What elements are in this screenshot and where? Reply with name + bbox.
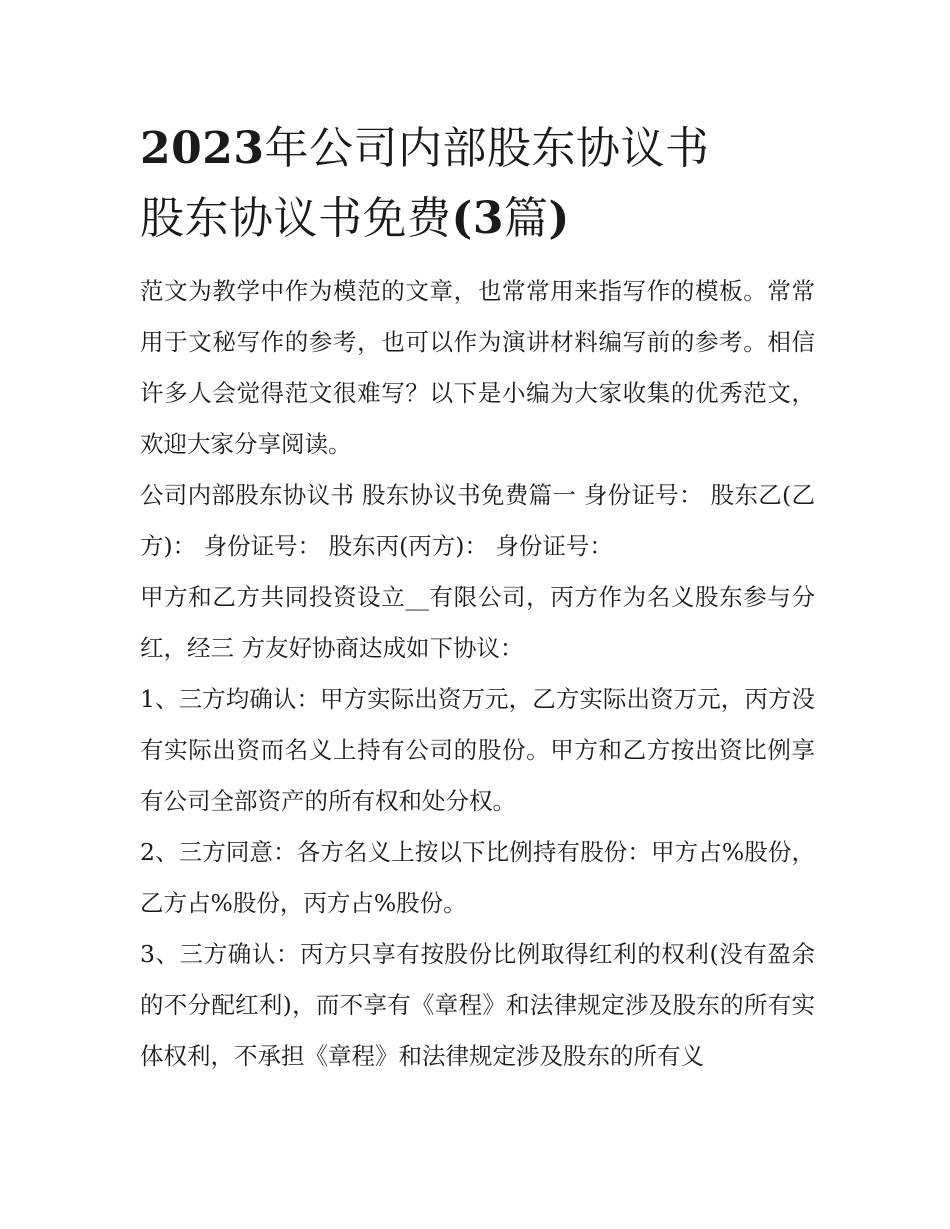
document-title xyxy=(140,114,815,254)
clause-3-paragraph: 3、三方确认：丙方只享有按股份比例取得红利的权利(没有盈余的不分配红利)，而不享有《章程》和法律规定涉及股东的所有实体权利，不承担《章程》和法律规定涉及股东的所有义 xyxy=(140,940,815,1070)
clause-1-paragraph: 1、三方均确认：甲方实际出资万元，乙方实际出资万元，丙方没有实际出资而名义上持有公司的股份。甲方和乙方按出资比例享有公司全部资产的所有权和处分权。 xyxy=(140,685,815,815)
clause-2-paragraph: 2、三方同意：各方名义上按以下比例持有股份：甲方占%股份，乙方占%股份，丙方占%股份。 xyxy=(140,838,815,917)
title-line-1: 2023年公司内部股东协议书 xyxy=(140,123,710,174)
parties-paragraph: 公司内部股东协议书 股东协议书免费篇一 身份证号： 股东乙(乙方)： 身份证号： 股东丙(丙方)： 身份证号： xyxy=(140,481,815,560)
document-page xyxy=(140,114,815,1082)
title-line-2: 股东协议书免费(3篇) xyxy=(140,193,570,244)
agreement-intro-paragraph: 甲方和乙方共同投资设立__有限公司，丙方作为名义股东参与分红，经三 方友好协商达成如下协议： xyxy=(140,583,815,662)
intro-paragraph: 范文为教学中作为模范的文章，也常常用来指写作的模板。常常用于文秘写作的参考，也可以作为演讲材料编写前的参考。相信许多人会觉得范文很难写？以下是小编为大家收集的优秀范文，欢迎大家分享阅读。 xyxy=(140,277,815,458)
document-body xyxy=(140,266,815,1082)
